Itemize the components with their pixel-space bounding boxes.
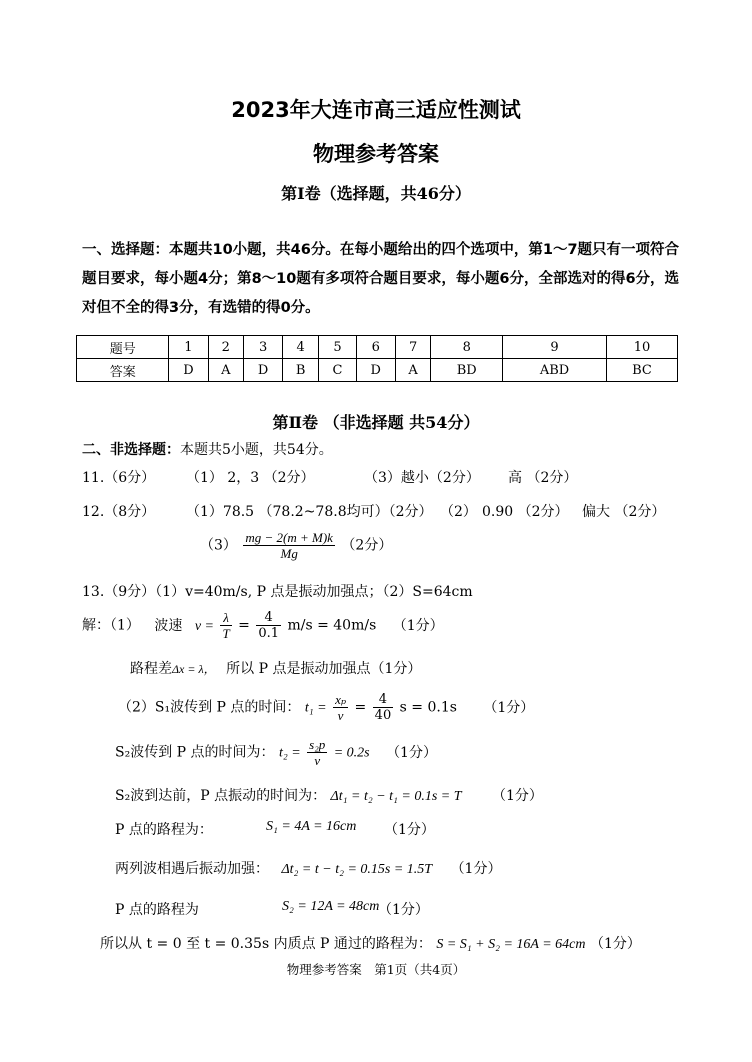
table-cell: 答案 [77,359,169,382]
table-cell: B [283,359,319,382]
table-row [77,359,678,382]
path-text: 所以 P 点是振动加强点（1分） [226,661,422,677]
section2-text: 本题共5小题，共54分。 [180,442,333,458]
part2-heading: 第Ⅱ卷 （非选择题 共54分） [272,413,480,432]
table-cell: 题号 [77,336,169,359]
table-cell: 5 [319,336,356,359]
fraction-denominator: v [314,753,321,768]
q12-number: 12.（8分） [82,504,156,520]
table-cell: 9 [503,336,607,359]
q13-dt1 [115,785,543,805]
speed-label: 波速 [154,617,183,634]
q13-s2-score: （1分） [378,902,429,918]
section2-intro [82,439,333,459]
table-cell: BC [606,359,677,382]
t2-result: = 0.2s [333,745,370,761]
q11-part4: 高 （2分） [508,470,578,486]
table-cell: 10 [606,336,677,359]
t2-lhs: t₂ = [278,745,301,761]
table-cell: 7 [395,336,431,359]
t1-result: s = 0.1s [399,699,457,716]
table-cell: 4 [283,336,319,359]
page-subtitle: 物理参考答案 [313,142,439,166]
speed-score: （1分） [392,617,444,634]
t1-fraction-2 [373,692,394,723]
section1-intro: 一、选择题：本题共10小题，共46分。在每小题给出的四个选项中，第1～7题只有一项符合题目要求，每小题4分；第8～10题有多项符合题目要求，每小题6分，全部选对的得6分，选对但不全的得3分，有选错的得0分。 [82,242,680,316]
table-cell: 8 [431,336,503,359]
q12-part2-label: （2） [440,504,477,520]
q12-part2-bias: 偏大 （2分） [582,504,666,520]
solution-label: 解：（1） [82,617,140,634]
table-cell: 3 [244,336,283,359]
t1-fraction-1 [333,692,348,723]
fraction-numerator: λ [220,610,231,626]
dt1-label: S₂波到达前，P 点振动的时间为： [115,788,327,804]
q13-s2-eq: S₂ = 12A = 48cm [282,899,380,914]
speed-result: m/s = 40m/s [287,617,377,634]
table-cell: D [356,359,395,382]
q11-part1: （1） 2，3 （2分） [186,470,315,486]
q12-fraction [243,530,335,561]
t2-label: S₂波传到 P 点的时间为： [115,744,275,761]
table-cell: C [319,359,356,382]
q12-part3 [200,530,392,561]
fraction-numerator: 4 [373,692,394,708]
q13-t2 [115,737,437,768]
page-title: 2023年大连市高三适应性测试 [231,98,521,122]
table-cell: 1 [169,336,208,359]
q11-number: 11.（6分） [82,470,156,486]
dt2-label: 两列波相遇后振动加强： [115,861,269,877]
path-eq: Δx = λ， [172,662,216,676]
table-row [77,336,678,359]
q12-part3-score: （2分） [341,537,393,554]
fraction-denominator: T [222,626,230,641]
fraction-denominator: 40 [374,708,392,723]
q13-dt2 [115,858,501,878]
t2-fraction [307,737,327,768]
fraction-denominator: v [337,708,344,723]
t1-lhs: t₁ = [304,700,327,716]
equals-sign: = [354,699,367,716]
path-label: 路程差 [130,661,172,677]
table-cell: 2 [208,336,244,359]
q13-s1-label: P 点的路程为： [115,822,213,838]
table-cell: A [395,359,431,382]
table-cell: A [208,359,244,382]
speed-fraction-2 [256,610,281,641]
q13-t1 [118,692,534,723]
fraction-numerator: 4 [256,610,281,626]
q13-s2-label: P 点的路程为 [115,902,199,918]
section2-label: 二、非选择题： [82,442,180,458]
dt1-eq: Δt₁ = t₂ − t₁ = 0.1s = T [330,789,462,804]
q13-total [100,933,641,953]
q13-s1-score: （1分） [384,822,435,838]
dt1-score: （1分） [492,788,543,804]
answer-table [76,335,678,382]
total-label: 所以从 t = 0 至 t = 0.35s 内质点 P 通过的路程为： [100,936,432,952]
fraction-denominator: Mg [280,546,298,561]
fraction-numerator: xₚ [335,692,347,707]
q11-part3: （3）越小（2分） [364,470,480,486]
speed-eq: v = [194,618,214,634]
q12-part3-label: （3） [200,537,237,554]
total-score: （1分） [589,936,641,952]
t2-score: （1分） [386,744,437,761]
q13-path-diff [130,658,421,678]
q12-part1: （1）78.5 （78.2~78.8均可）（2分） [186,504,433,520]
table-cell: BD [431,359,503,382]
q12-part2-value: 0.90 （2分） [482,504,569,520]
part1-heading: 第Ⅰ卷（选择题，共46分） [281,184,471,203]
table-cell: D [169,359,208,382]
q13-s1-eq: S₁ = 4A = 16cm [266,819,357,834]
q13-summary: 13.（9分）（1）v=40m/s, P 点是振动加强点；（2）S=64cm [82,584,473,600]
fraction-numerator: mg − 2(m + M)k [245,530,333,545]
table-cell: ABD [503,359,607,382]
t1-label: （2）S₁波传到 P 点的时间： [118,699,301,716]
speed-fraction-1 [220,610,231,641]
fraction-numerator: s₂p [309,737,326,752]
total-eq: S = S₁ + S₂ = 16A = 64cm [436,937,586,952]
q13-speed [82,610,444,641]
dt2-score: （1分） [450,861,502,877]
equals-sign: = [238,617,250,634]
dt2-eq: Δt₂ = t − t₂ = 0.15s = 1.5T [281,862,433,877]
page-footer: 物理参考答案 第1页（共4页） [286,962,466,977]
table-cell: 6 [356,336,395,359]
table-cell: D [244,359,283,382]
fraction-denominator: 0.1 [258,626,280,641]
t1-score: （1分） [483,699,535,716]
